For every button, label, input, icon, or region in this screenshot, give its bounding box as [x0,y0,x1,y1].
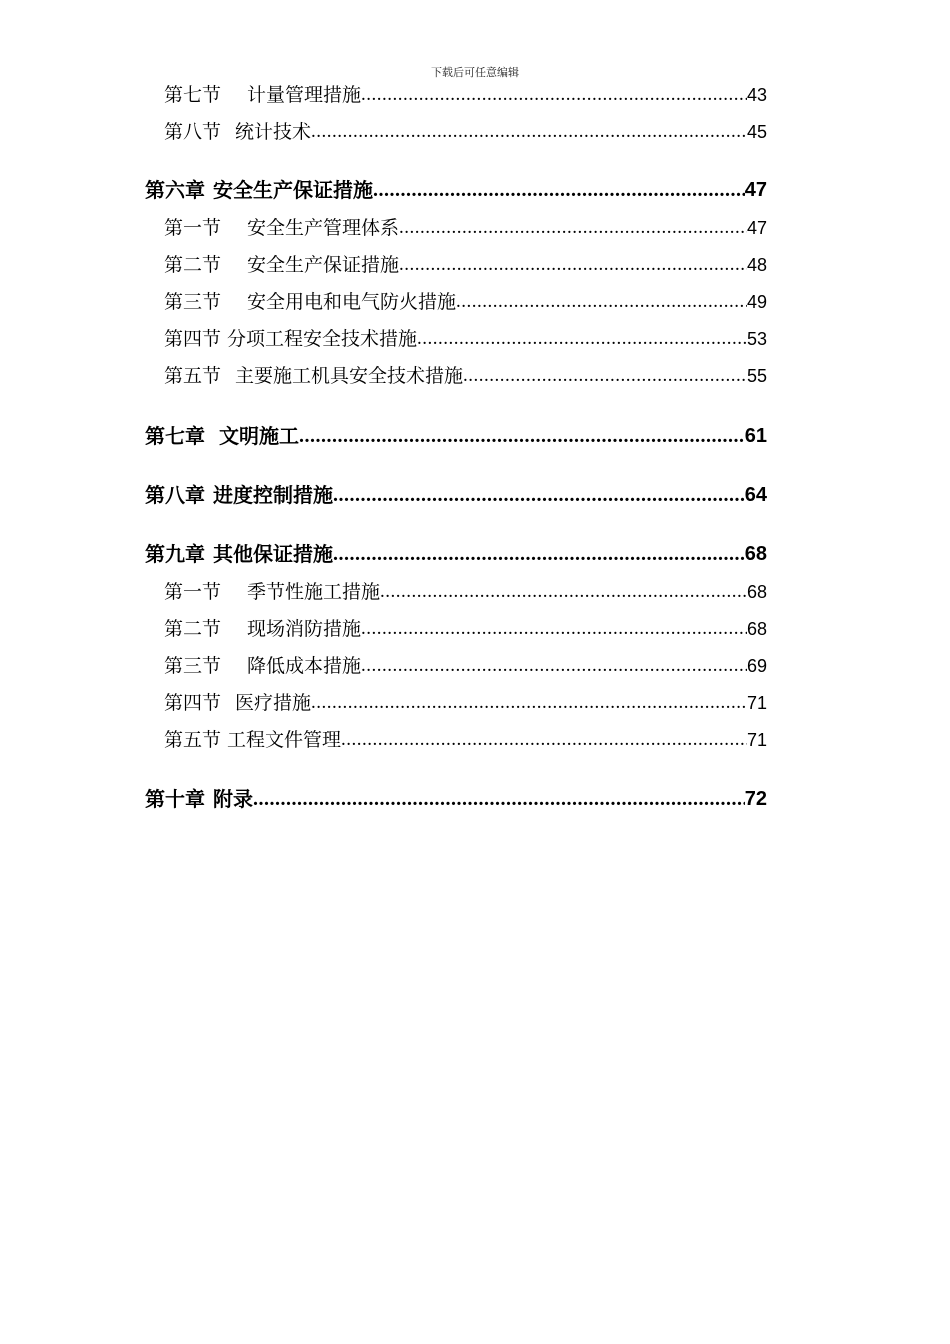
toc-entry-title: 季节性施工措施 [247,581,381,603]
toc-page-number: 64 [744,484,767,506]
toc-entry-title: 进度控制措施 [213,483,333,507]
toc-page-number: 68 [746,582,767,602]
toc-entry-number: 第八节 [164,121,222,143]
toc-entry[interactable] [164,690,767,716]
toc-dot-leader [311,690,747,716]
toc-dot-leader [361,82,747,108]
toc-dot-leader [253,786,745,812]
toc-entry-title: 医疗措施 [235,692,312,714]
toc-chapter-entry[interactable] [145,177,767,203]
toc-chapter-entry[interactable] [145,541,767,567]
toc-page-number: 47 [746,218,767,238]
header-note: 下载后可任意编辑 [431,66,519,79]
toc-entry-title: 安全生产管理体系 [247,217,400,239]
toc-entry-title: 附录 [213,787,253,811]
toc-dot-leader [299,423,745,449]
toc-entry[interactable] [164,119,767,145]
toc-entry[interactable] [164,326,767,352]
toc-entry-number: 第三节 [164,655,222,677]
toc-entry-title: 文明施工 [219,424,299,448]
toc-entry-number: 第五节 [164,729,222,751]
toc-entry-title: 安全生产保证措施 [213,178,373,202]
toc-page-number: 71 [746,730,767,750]
toc-page-number: 43 [746,85,767,105]
toc-entry-number: 第七章 [145,424,205,448]
toc-entry[interactable] [164,252,767,278]
toc-entry-number: 第一节 [164,581,222,603]
toc-entry[interactable] [164,616,767,642]
toc-entry-title: 计量管理措施 [247,84,362,106]
toc-entry[interactable] [164,579,767,605]
toc-entry-number: 第七节 [164,84,222,106]
toc-entry[interactable] [164,363,767,389]
toc-page-number: 72 [744,788,767,810]
toc-entry-number: 第一节 [164,217,222,239]
toc-entry-number: 第五节 [164,365,222,387]
toc-entry-number: 第四节 [164,328,222,350]
toc-entry[interactable] [164,82,767,108]
toc-dot-leader [417,326,747,352]
toc-entry-title: 现场消防措施 [247,618,362,640]
toc-entry-title: 安全生产保证措施 [247,254,400,276]
toc-entry-number: 第二节 [164,254,222,276]
toc-dot-leader [380,579,747,605]
toc-dot-leader [361,616,747,642]
toc-page-number: 47 [744,179,767,201]
toc-page-number: 55 [746,366,767,386]
toc-chapter-entry[interactable] [145,482,767,508]
toc-entry[interactable] [164,215,767,241]
toc-page-number: 61 [744,425,767,447]
toc-entry[interactable] [164,727,767,753]
toc-entry-number: 第四节 [164,692,222,714]
toc-dot-leader [399,215,747,241]
toc-dot-leader [373,177,745,203]
toc-entry-title: 统计技术 [235,121,312,143]
toc-entry-number: 第十章 [145,787,205,811]
toc-dot-leader [456,289,747,315]
toc-chapter-entry[interactable] [145,423,767,449]
toc-entry-title: 安全用电和电气防火措施 [247,291,457,313]
toc-dot-leader [333,541,745,567]
toc-entry-title: 主要施工机具安全技术措施 [235,365,464,387]
toc-dot-leader [361,653,747,679]
toc-dot-leader [463,363,747,389]
toc-page-number: 71 [746,693,767,713]
toc-page-number: 68 [746,619,767,639]
toc-entry[interactable] [164,653,767,679]
toc-page-number: 69 [746,656,767,676]
toc-entry-number: 第二节 [164,618,222,640]
toc-chapter-entry[interactable] [145,786,767,812]
toc-dot-leader [399,252,747,278]
toc-entry-number: 第三节 [164,291,222,313]
toc-entry-title: 其他保证措施 [213,542,333,566]
toc-entry-title: 降低成本措施 [247,655,362,677]
toc-entry[interactable] [164,289,767,315]
toc-entry-number: 第九章 [145,542,205,566]
toc-dot-leader [341,727,747,753]
toc-page-number: 68 [744,543,767,565]
toc-page-number: 45 [746,122,767,142]
toc-entry-title: 工程文件管理 [227,729,342,751]
toc-entry-number: 第八章 [145,483,205,507]
toc-page-number: 53 [746,329,767,349]
toc-entry-number: 第六章 [145,178,205,202]
toc-dot-leader [311,119,747,145]
toc-page-number: 49 [746,292,767,312]
toc-page-number: 48 [746,255,767,275]
toc-dot-leader [333,482,745,508]
toc-entry-title: 分项工程安全技术措施 [227,328,418,350]
